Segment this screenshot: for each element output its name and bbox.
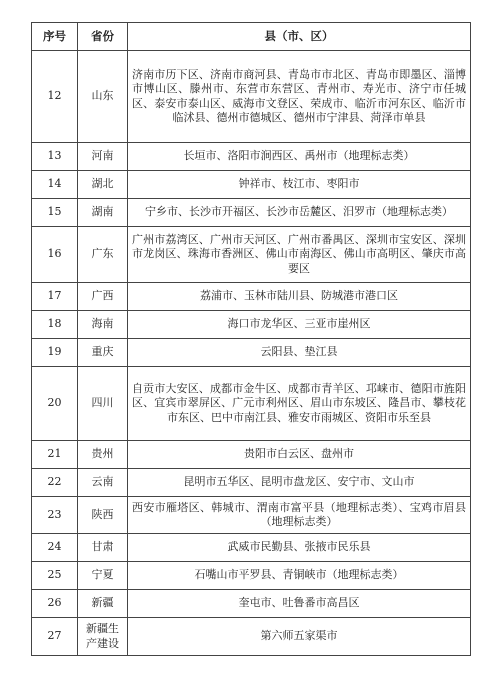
row-province: 陕西 bbox=[78, 497, 128, 534]
table-row bbox=[32, 311, 471, 339]
row-counties: 济南市历下区、济南市商河县、青岛市市北区、青岛市即墨区、淄博市博山区、滕州市、东营市东营区、青州市、寿光市、济宁市任城区、泰安市泰山区、威海市文登区、荣成市、临沂市河东区、临沂市临沭县、德州市德城区、德州市宁津县、菏泽市单县 bbox=[128, 51, 471, 143]
row-no: 12 bbox=[32, 51, 78, 143]
row-counties: 荔浦市、玉林市陆川县、防城港市港口区 bbox=[128, 283, 471, 311]
row-counties: 钟祥市、枝江市、枣阳市 bbox=[128, 171, 471, 199]
row-no: 14 bbox=[32, 171, 78, 199]
row-no: 19 bbox=[32, 339, 78, 367]
row-province: 贵州 bbox=[78, 441, 128, 469]
table-row bbox=[32, 562, 471, 590]
row-province: 宁夏 bbox=[78, 562, 128, 590]
row-province: 海南 bbox=[78, 311, 128, 339]
row-counties: 自贡市大安区、成都市金牛区、成都市青羊区、邛崃市、德阳市旌阳区、宜宾市翠屏区、广元市利州区、眉山市东坡区、隆昌市、攀枝花市东区、巴中市南江县、雅安市雨城区、资阳市乐至县 bbox=[128, 367, 471, 441]
row-no: 21 bbox=[32, 441, 78, 469]
table-row bbox=[32, 590, 471, 618]
row-no: 22 bbox=[32, 469, 78, 497]
row-province: 四川 bbox=[78, 367, 128, 441]
table-row bbox=[32, 339, 471, 367]
row-province: 新疆生产建设 bbox=[78, 618, 128, 656]
row-counties: 昆明市五华区、昆明市盘龙区、安宁市、文山市 bbox=[128, 469, 471, 497]
row-counties: 武威市民勤县、张掖市民乐县 bbox=[128, 534, 471, 562]
row-counties: 第六师五家渠市 bbox=[128, 618, 471, 656]
row-province: 新疆 bbox=[78, 590, 128, 618]
row-province: 湖南 bbox=[78, 199, 128, 227]
header-no: 序号 bbox=[32, 23, 78, 51]
table-row bbox=[32, 618, 471, 656]
row-province: 甘肃 bbox=[78, 534, 128, 562]
row-counties: 宁乡市、长沙市开福区、长沙市岳麓区、汨罗市（地理标志类） bbox=[128, 199, 471, 227]
table-row bbox=[32, 534, 471, 562]
row-province: 重庆 bbox=[78, 339, 128, 367]
table-row bbox=[32, 227, 471, 283]
row-no: 16 bbox=[32, 227, 78, 283]
row-no: 27 bbox=[32, 618, 78, 656]
row-no: 17 bbox=[32, 283, 78, 311]
table-row bbox=[32, 469, 471, 497]
row-province: 湖北 bbox=[78, 171, 128, 199]
header-county: 县（市、区） bbox=[128, 23, 471, 51]
header-province: 省份 bbox=[78, 23, 128, 51]
row-counties: 云阳县、垫江县 bbox=[128, 339, 471, 367]
table-row bbox=[32, 171, 471, 199]
row-no: 20 bbox=[32, 367, 78, 441]
row-counties: 贵阳市白云区、盘州市 bbox=[128, 441, 471, 469]
row-counties: 海口市龙华区、三亚市崖州区 bbox=[128, 311, 471, 339]
row-no: 15 bbox=[32, 199, 78, 227]
row-province: 河南 bbox=[78, 143, 128, 171]
table-header-row bbox=[32, 23, 471, 51]
row-counties: 广州市荔湾区、广州市天河区、广州市番禺区、深圳市宝安区、深圳市龙岗区、珠海市香洲区、佛山市南海区、佛山市高明区、肇庆市高要区 bbox=[128, 227, 471, 283]
row-province: 广东 bbox=[78, 227, 128, 283]
row-counties: 西安市雁塔区、韩城市、渭南市富平县（地理标志类）、宝鸡市眉县（地理标志类） bbox=[128, 497, 471, 534]
row-no: 23 bbox=[32, 497, 78, 534]
table-row bbox=[32, 367, 471, 441]
table-row bbox=[32, 199, 471, 227]
row-no: 25 bbox=[32, 562, 78, 590]
table-row bbox=[32, 497, 471, 534]
row-no: 13 bbox=[32, 143, 78, 171]
row-province: 云南 bbox=[78, 469, 128, 497]
row-province: 广西 bbox=[78, 283, 128, 311]
table-row bbox=[32, 441, 471, 469]
row-counties: 石嘴山市平罗县、青铜峡市（地理标志类） bbox=[128, 562, 471, 590]
row-no: 26 bbox=[32, 590, 78, 618]
row-no: 18 bbox=[32, 311, 78, 339]
table-row bbox=[32, 283, 471, 311]
row-no: 24 bbox=[32, 534, 78, 562]
table-row bbox=[32, 51, 471, 143]
county-table bbox=[31, 22, 471, 656]
row-counties: 长垣市、洛阳市涧西区、禹州市（地理标志类） bbox=[128, 143, 471, 171]
row-counties: 奎屯市、吐鲁番市高昌区 bbox=[128, 590, 471, 618]
row-province: 山东 bbox=[78, 51, 128, 143]
table-row bbox=[32, 143, 471, 171]
